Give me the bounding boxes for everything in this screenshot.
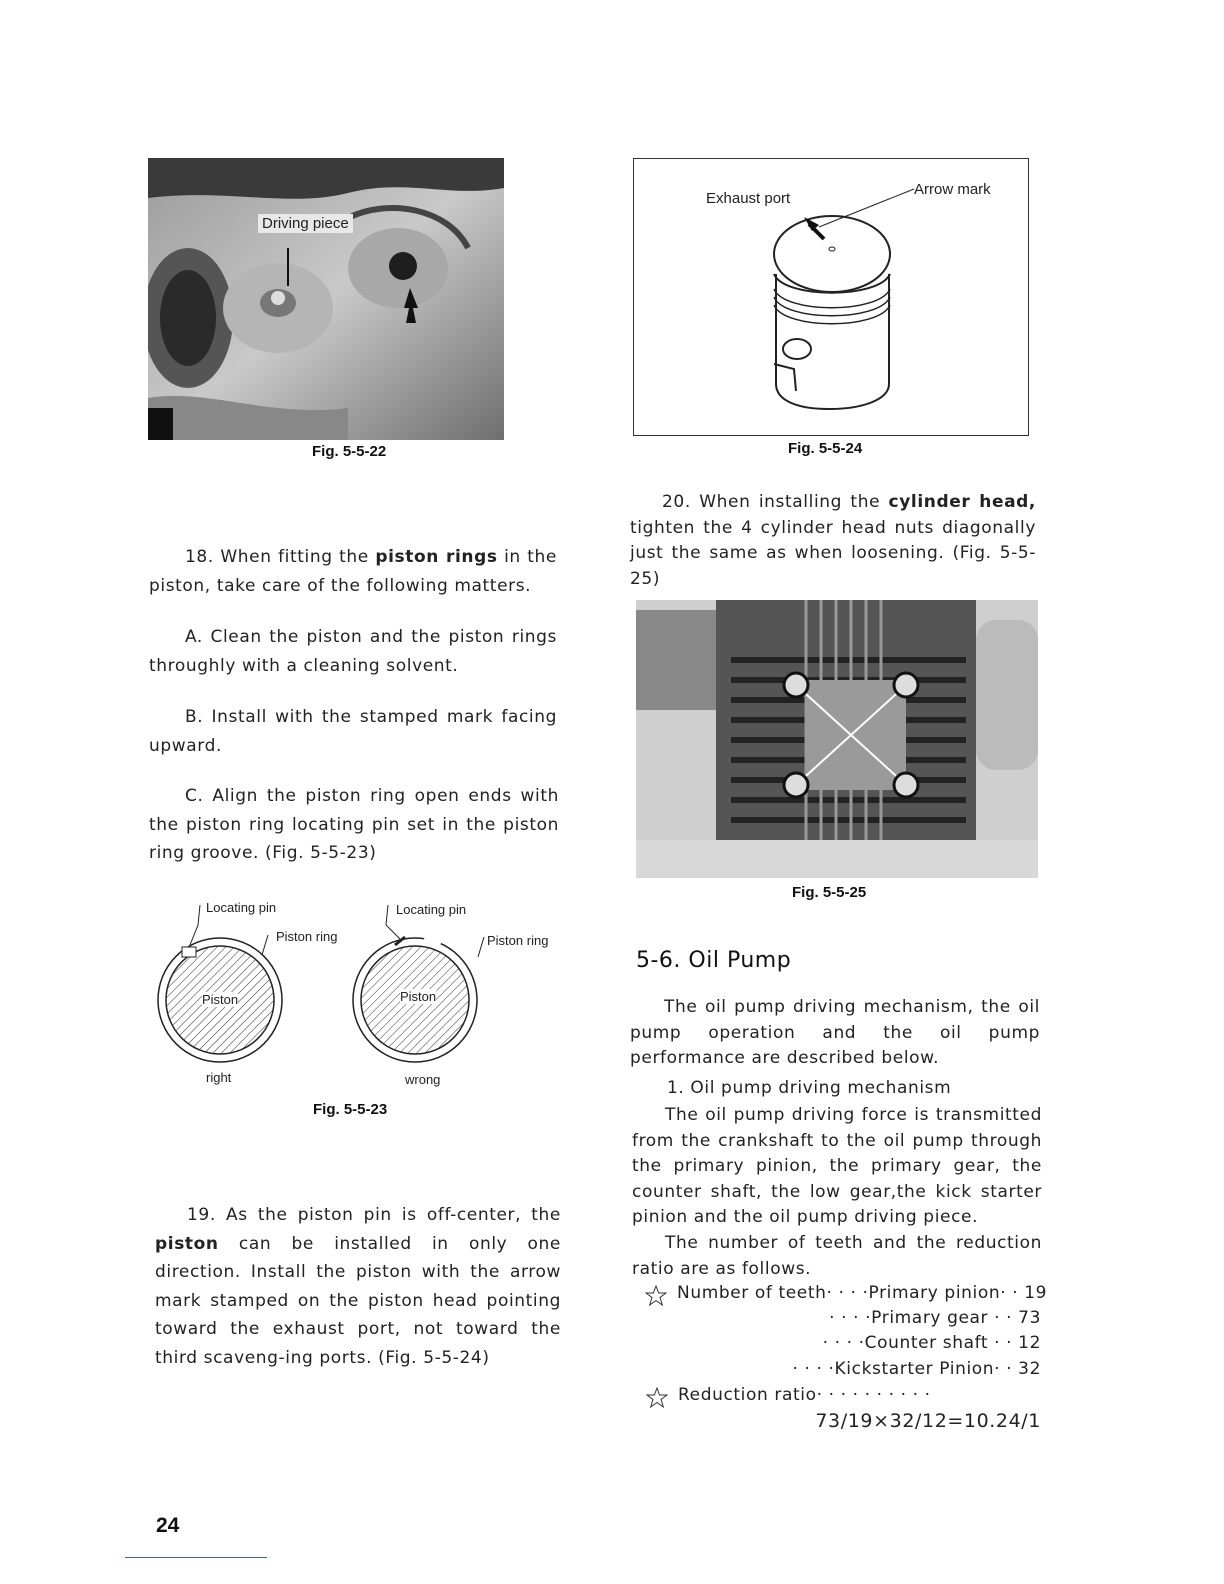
left-locating-pin-label: Locating pin (206, 900, 277, 915)
teeth-primary-gear: · · · ·Primary gear · · 73 (829, 1308, 1041, 1328)
footer-rule (125, 1557, 267, 1558)
reduction-ratio-value: 73/19×32/12=10.24/1 (815, 1410, 1041, 1432)
teeth-kickstarter-pinion: · · · ·Kickstarter Pinion· · 32 (792, 1359, 1041, 1379)
driving-piece-label: Driving piece (258, 214, 353, 233)
left-locating-pin-mark (182, 947, 196, 957)
page-number: 24 (156, 1514, 180, 1537)
left-verdict-label: right (206, 1070, 232, 1085)
reduction-ratio-label: Reduction ratio· · · · · · · · · · (678, 1385, 931, 1405)
fig-5-5-24-caption: Fig. 5-5-24 (788, 440, 863, 457)
left-piston-label: Piston (202, 992, 239, 1007)
right-piston-label: Piston (400, 989, 437, 1004)
step-18-lead: 18. When fitting the (185, 547, 376, 567)
piston-drawing (634, 159, 1030, 437)
star-icon-1 (645, 1285, 667, 1311)
fig-5-5-23-diagram (150, 895, 570, 1095)
fig-5-5-22-caption: Fig. 5-5-22 (312, 443, 387, 460)
star-icon-2 (646, 1387, 668, 1413)
subsection-1-title: 1. Oil pump driving mechanism (667, 1078, 952, 1098)
item-b-paragraph: B. Install with the stamped mark facing upward. (149, 707, 557, 756)
step-20-paragraph (630, 490, 1036, 592)
right-locating-pin-label: Locating pin (396, 902, 467, 917)
fig-5-5-23-caption: Fig. 5-5-23 (313, 1101, 388, 1118)
teeth-counter-shaft: · · · ·Counter shaft · · 12 (822, 1333, 1041, 1353)
oil-pump-intro: The oil pump driving mechanism, the oil pump operation and the oil pump performance are described below. (630, 997, 1040, 1068)
arrow-mark-label: Arrow mark (914, 181, 991, 198)
item-c-paragraph: C. Align the piston ring open ends with the piston ring locating pin set in the piston ring groove. (Fig. 5-5-23) (149, 786, 559, 863)
engine-photo-illustration (148, 158, 504, 440)
fig-5-5-22-photo (148, 158, 504, 440)
item-a-paragraph: A. Clean the piston and the piston rings throughly with a cleaning solvent. (149, 627, 557, 676)
teeth-primary-pinion: Number of teeth· · · ·Primary pinion· · 19 (677, 1283, 1048, 1303)
right-piston-ring-label: Piston ring (487, 933, 549, 948)
step-20-lead: 20. When installing the (662, 492, 889, 512)
right-verdict-label: wrong (405, 1072, 441, 1087)
step-19-tail: can be installed in only one direction. Install the piston with the arrow mark stamped on the piston head pointing toward the exhaust port, not toward the third scaveng-ing ports. (Fig. 5-5-24) (155, 1233, 561, 1368)
teeth-intro-paragraph: The number of teeth and the reduction ratio are as follows. (632, 1233, 1042, 1279)
oil-pump-drive-paragraph: The oil pump driving force is transmitted from the crankshaft to the oil pump through the primary pinion, the primary gear, the counter shaft, the low gear,the kick starter pinion and the oil pump driving piece. (632, 1105, 1042, 1227)
step-18-bold: piston rings (375, 547, 498, 567)
step-18-paragraph (149, 543, 557, 600)
step-19-paragraph (155, 1201, 561, 1372)
step-20-tail: tighten the 4 cylinder head nuts diagonally just the same as when loosening. (Fig. 5-5-25) (630, 517, 1036, 589)
step-19-bold: piston (155, 1233, 219, 1254)
fig-5-5-25-caption: Fig. 5-5-25 (792, 884, 867, 901)
fig-5-5-25-photo (636, 600, 1038, 878)
step-20-bold: cylinder head, (888, 492, 1036, 512)
exhaust-port-label: Exhaust port (706, 190, 791, 207)
step-18-tail: in the piston, take care of the following matters. (149, 547, 557, 596)
left-piston-ring-label: Piston ring (276, 929, 338, 944)
cylinder-head-photo-illustration (636, 600, 1038, 878)
step-19-lead: 19. As the piston pin is off-center, the (187, 1205, 561, 1225)
section-title: 5-6. Oil Pump (636, 948, 792, 973)
fig-5-5-24-frame (633, 158, 1029, 436)
